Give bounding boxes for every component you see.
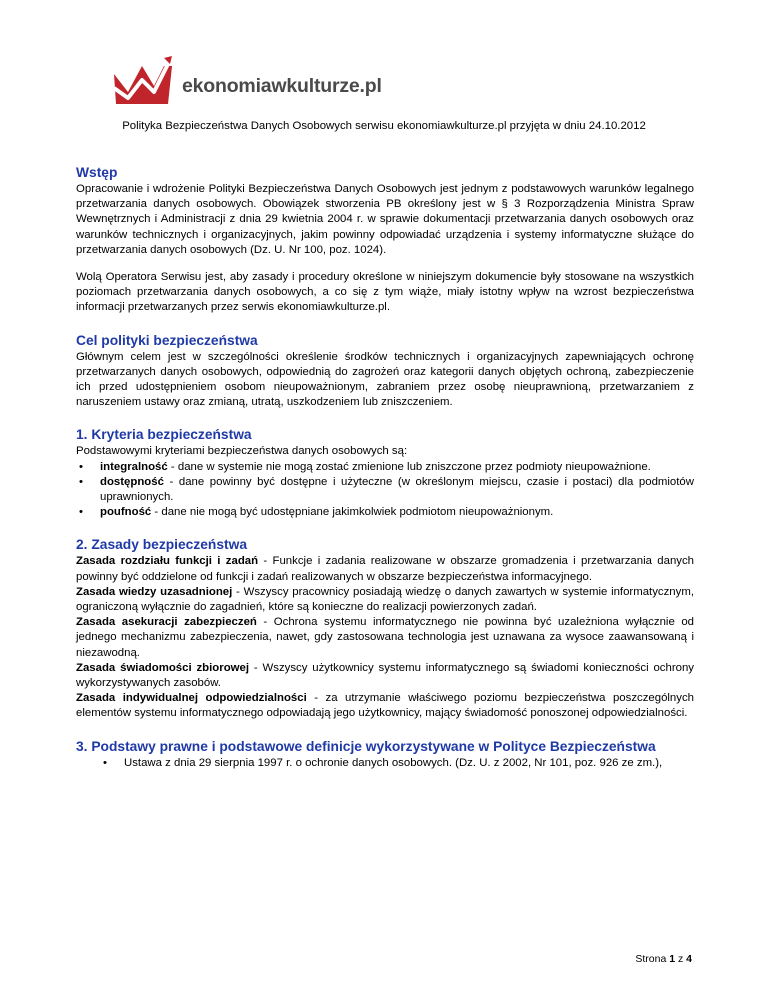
intro-paragraph-2: Wolą Operatora Serwisu jest, aby zasady i procedury określone w niniejszym dokumencie były stosowane na wszystkich poziomach przetwarzania danych osobowych, a co się z tym wiąże, miały istotny wpływ na wzrost bezpieczeństwa informacji przetwarzanych przez serwis ekonomiawkulturze.pl. [76, 271, 694, 314]
rule-paragraph: Zasada wiedzy uzasadnionej - Wszyscy pracownicy posiadają wiedzę o danych zawartych w systemie informatycznym, ograniczoną wyłącznie do zagadnień, które są konieczne do realizacji powierzonych zadań. [76, 585, 694, 614]
criteria-list [76, 460, 694, 521]
page-number: Strona 1 z 4 [635, 953, 692, 965]
list-item: • poufność - dane nie mogą być udostępniane jakimkolwiek podmiotom nieupoważnionym. [76, 505, 694, 520]
heading-intro: Wstęp [76, 165, 118, 180]
heading-criteria: 1. Kryteria bezpieczeństwa [76, 427, 252, 443]
heading-legal: 3. Podstawy prawne i podstawowe definicje wykorzystywane w Polityce Bezpieczeństwa [76, 738, 656, 754]
list-item: • dostępność - dane powinny być dostępne i użyteczne (w określonym miejscu, czasie i postaci) dla podmiotów uprawnionych. [76, 475, 694, 505]
rule-paragraph: Zasada asekuracji zabezpieczeń - Ochrona systemu informatycznego nie powinna być uzależniona wyłącznie od jednego mechanizmu zabezpieczenia, nawet, gdy zastosowana technologia jest uznawana za wysoce zaawansowaną i niezawodną. [76, 616, 694, 659]
logo-text: ekonomiawkulturze.pl [182, 74, 382, 97]
criteria-lead: Podstawowymi kryteriami bezpieczeństwa danych osobowych są: [76, 445, 408, 458]
rule-paragraph: Zasada indywidualnej odpowiedzialności - za utrzymanie właściwego poziomu bezpieczeństwa poszczególnych elementów systemu informatycznego odpowiadają jego użytkownicy, mający świadomość ponoszonej odpowiedzialności. [76, 692, 694, 720]
rule-paragraph: Zasada rozdziału funkcji i zadań - Funkcje i zadania realizowane w obszarze gromadzenia i przetwarzania danych powinny być oddzielone od funkcji i zadań realizowanych w obszarze bezpieczeństwa informacyjnego. [76, 555, 695, 583]
document-body [76, 164, 694, 771]
site-logo[interactable] [108, 52, 382, 112]
heading-goal: Cel polityki bezpieczeństwa [76, 332, 258, 348]
rule-paragraph: Zasada świadomości zbiorowej - Wszyscy użytkownicy systemu informatycznego są świadomi konieczności ochrony wykorzystywanych zasobów. [76, 661, 694, 690]
list-item: • integralność - dane w systemie nie mogą zostać zmienione lub zniszczone przez podmioty nieupoważnione. [76, 460, 694, 475]
heading-rules: 2. Zasady bezpieczeństwa [76, 537, 247, 553]
legal-list [76, 756, 694, 771]
intro-paragraph-1: Opracowanie i wdrożenie Polityki Bezpieczeństwa Danych Osobowych jest jednym z podstawowych warunków legalnego przetwarzania danych osobowych. Obowiązek stworzenia PB określony jest w § 3 Rozporządzenia Ministra Spraw Wewnętrznych i Administracji z dnia 29 kwietnia 2004 r. w sprawie dokumentacji przetwarzania danych osobowych oraz warunków technicznych i organizacyjnych, jakim powinny odpowiadać urządzenia i systemy informatyczne służące do przetwarzania danych osobowych (Dz. U. Nr 100, poz. 1024). [76, 183, 694, 256]
list-item: • Ustawa z dnia 29 sierpnia 1997 r. o ochronie danych osobowych. (Dz. U. z 2002, Nr 101, poz. 926 ze zm.), [76, 756, 694, 771]
document-title: Polityka Bezpieczeństwa Danych Osobowych serwisu ekonomiawkulturze.pl przyjęta w dniu 24.10.2012 [122, 120, 646, 132]
logo-crown-chart-icon [108, 52, 176, 112]
goal-paragraph: Głównym celem jest w szczególności określenie środków technicznych i organizacyjnych zapewniających ochronę przetwarzanych danych osobowych, odpowiednią do zagrożeń oraz kategorii danych objętych ochroną, zabezpieczenie ich przed udostępnieniem osobom nieupoważnionym, zabraniem przez osobę nieuprawnioną, przetwarzaniem z naruszeniem ustawy oraz zmianą, utratą, uszkodzeniem lub zniszczeniem. [76, 350, 694, 409]
